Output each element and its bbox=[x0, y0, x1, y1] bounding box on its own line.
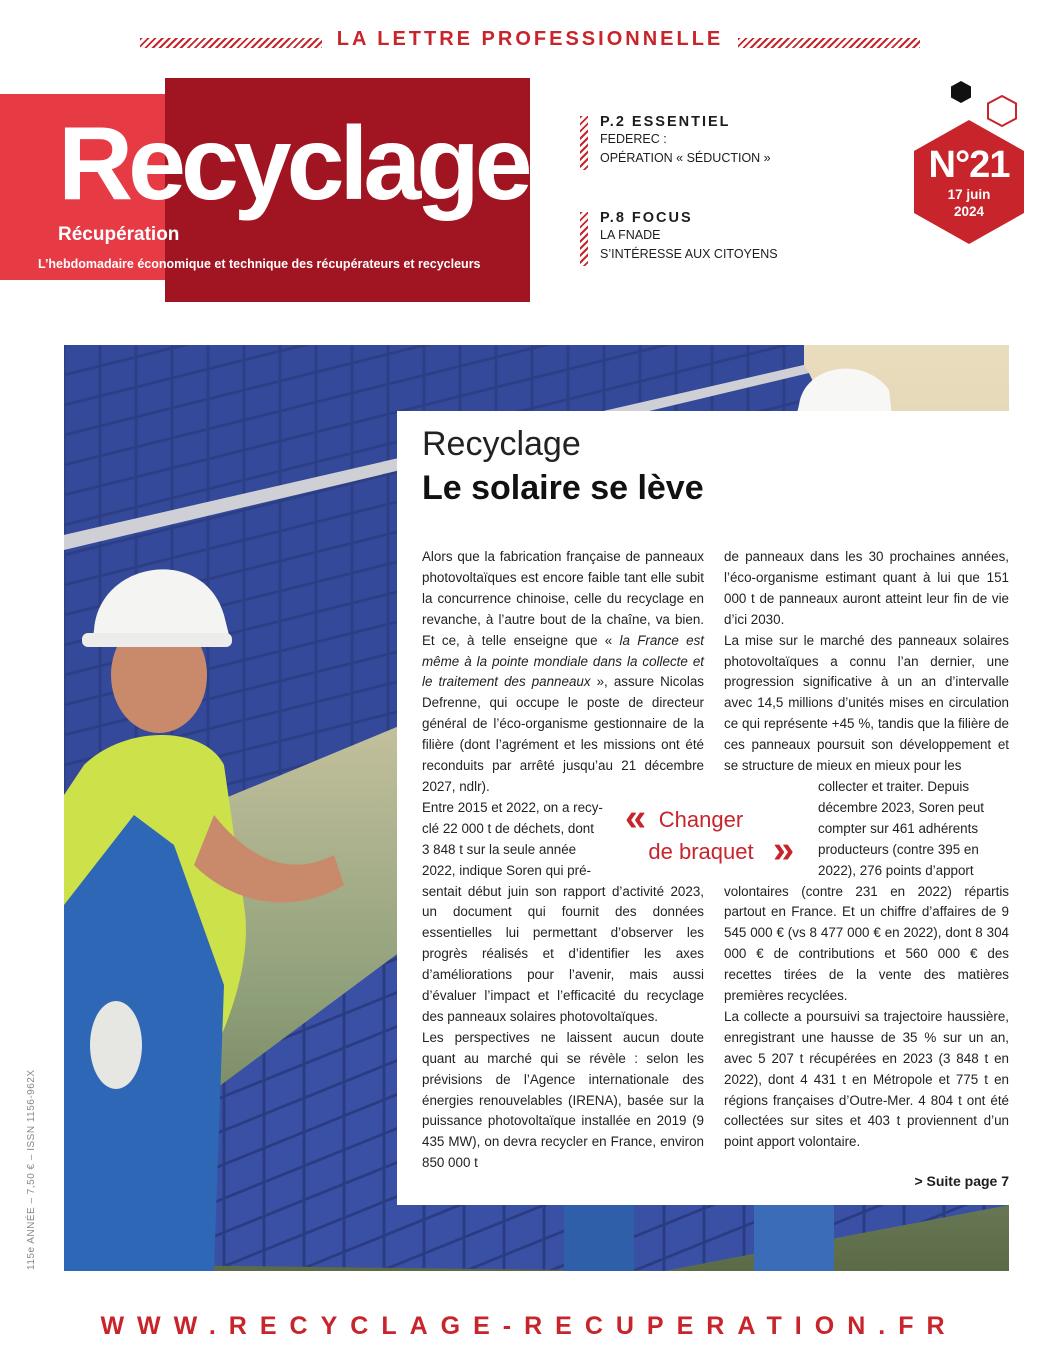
issue-day-month: 17 juin bbox=[947, 187, 991, 202]
top-hatch-left bbox=[140, 38, 322, 48]
teaser-essentiel[interactable] bbox=[580, 114, 820, 174]
quote-open-mark: « bbox=[625, 797, 647, 839]
text-run: », assure Nicolas Defrenne, qui occupe le poste de directeur général de l’éco-organisme gestionnaire de la filière (dont l’agrément et les missions ont été reconduits par arrêté jusqu’au 21 décembre 2027, ndlr). bbox=[422, 674, 704, 794]
teaser-title: P.2 ESSENTIEL bbox=[600, 114, 731, 130]
text-line: clé 22 000 t de déchets, dont bbox=[422, 820, 594, 836]
text-line: Entre 2015 et 2022, on a recy- bbox=[422, 799, 603, 815]
paragraph: sentait début juin son rapport d’activité 2023, un document qui fournit des données essentielles lui permettant d’observer les progrès réalisés et d’identifier les axes d’améliorations pour l’avenir, mais aussi d’évaluer l’impact et l’efficacité du recyclage des panneaux solaires photovoltaïques. bbox=[422, 883, 704, 1024]
article-headline: Le solaire se lève bbox=[422, 469, 704, 507]
teaser-hatch bbox=[580, 212, 588, 266]
teaser-line: OPÉRATION « SÉDUCTION » bbox=[600, 151, 771, 165]
publication-label: LA LETTRE PROFESSIONNELLE bbox=[336, 28, 724, 50]
pull-quote-line: Changer bbox=[658, 807, 744, 832]
text-line: collecter et traiter. Depuis bbox=[818, 778, 970, 794]
top-hatch-right bbox=[738, 38, 920, 48]
text-line: décembre 2023, Soren peut bbox=[818, 799, 985, 815]
teaser-line: S’INTÉRESSE AUX CITOYENS bbox=[600, 247, 778, 261]
issue-date bbox=[918, 186, 1020, 220]
pull-quote-line: de braquet bbox=[648, 839, 754, 864]
text-line: 3 848 t sur la seule année bbox=[422, 841, 577, 857]
paragraph: de panneaux dans les 30 prochaines années, l’éco-organisme estimant quant à lui que 151 000 t de panneaux auront atteint leur fin de vie d’ici 2030. bbox=[724, 549, 1009, 627]
teaser-hatch bbox=[580, 116, 588, 170]
paragraph bbox=[422, 547, 704, 798]
paragraph: La collecte a poursuivi sa trajectoire haussière, enregistrant une hausse de 35 % sur un an, avec 5 207 t récupérées en 2023 (3 848 t en 2022), dont 4 431 t en Métropole et 775 t en régions françaises d’Outre-Mer. 4 804 t ont été collectées sur sites et 403 t proviennent d’un point apport volontaire. bbox=[724, 1008, 1009, 1150]
teaser-line: FEDEREC : bbox=[600, 132, 667, 146]
logo-title: Recyclage bbox=[58, 106, 528, 222]
teaser-title: P.8 FOCUS bbox=[600, 210, 693, 226]
teaser-focus[interactable] bbox=[580, 210, 820, 270]
pull-quote bbox=[621, 804, 781, 868]
paragraph bbox=[422, 798, 612, 882]
text-line: 2022), 276 points d’apport bbox=[818, 862, 974, 878]
issue-number: N°21 bbox=[928, 144, 1010, 186]
paragraph bbox=[818, 777, 1009, 882]
article-card bbox=[397, 411, 1009, 1205]
quote-close-mark: » bbox=[773, 829, 795, 871]
black-hexagon-icon bbox=[950, 80, 972, 104]
quoted-text: la France est même à la pointe mondiale dans la collecte et le traitement des panneaux bbox=[422, 632, 705, 690]
issn-info: 115e ANNÉE – 7,50 € – ISSN 1156-962X bbox=[26, 1069, 37, 1270]
paragraph: Les perspectives ne laissent aucun doute quant au marché qui se révèle : selon les prévisions de l’Agence internationale des énergies renouvelables (IRENA), basée sur la puissance photovoltaïque installée en 2019 (9 435 MW), on devra recycler en France, environ 850 000 t bbox=[422, 1029, 704, 1171]
tagline: L’hebdomadaire économique et technique des récupérateurs et recycleurs bbox=[38, 257, 481, 271]
paragraph: La mise sur le marché des panneaux solaires photovoltaïques a connu l’an dernier, une progression significative à un an d’intervalle avec 14,5 millions d’unités mises en circulation ce qui représente +45 %, tandis que la filière de ces panneaux poursuit son développement et se structure de mieux en mieux pour les bbox=[724, 632, 1009, 774]
text-line: producteurs (contre 395 en bbox=[818, 841, 979, 857]
logo-subtitle: Récupération bbox=[58, 224, 180, 245]
text-line: 2022, indique Soren qui pré- bbox=[422, 862, 591, 878]
text-line: compter sur 461 adhérents bbox=[818, 820, 979, 836]
continued-link[interactable]: > Suite page 7 bbox=[914, 1173, 1009, 1189]
paragraph: volontaires (contre 231 en 2022) répartis partout en France. Et un chiffre d’affaires de 9 545 000 € (vs 8 477 000 € en 2022), dont 8 304 000 € de contributions et 560 000 € des recettes tirées de la vente des matières premières recyclées. bbox=[724, 883, 1009, 1004]
article-kicker: Recyclage bbox=[422, 425, 581, 463]
issue-year: 2024 bbox=[953, 204, 985, 219]
website-url[interactable]: WWW.RECYCLAGE-RECUPERATION.FR bbox=[100, 1312, 958, 1340]
text-run: Alors que la fabrication française de panneaux photovoltaïques est encore faible tant elle subit la concurrence chinoise, celle du recyclage en revanche, à l’autre bout de la chaîne, va bien. Et ce, à telle enseigne que « bbox=[422, 549, 704, 648]
teaser-line: LA FNADE bbox=[600, 228, 661, 242]
